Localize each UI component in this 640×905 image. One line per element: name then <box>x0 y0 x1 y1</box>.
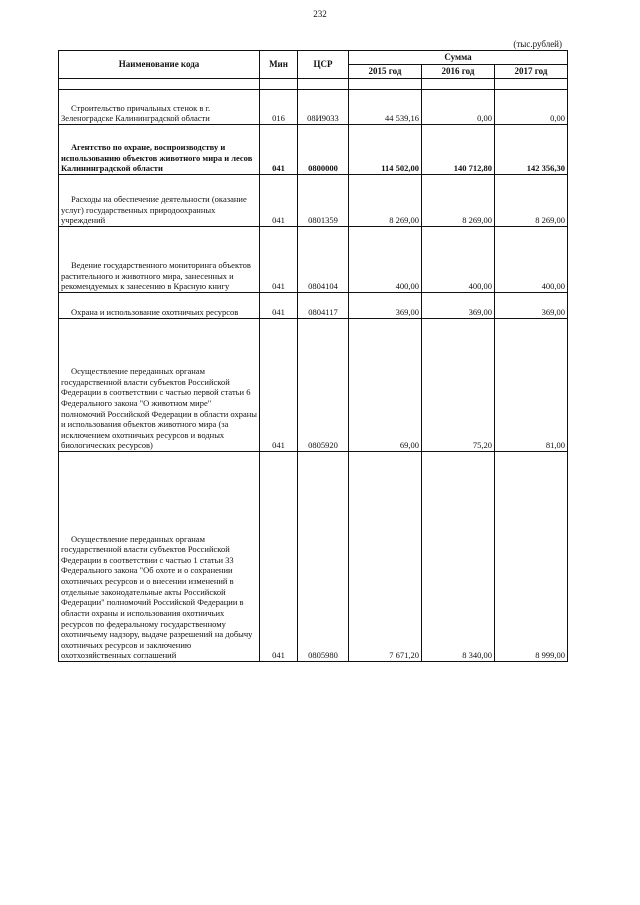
row-2016: 75,20 <box>422 319 495 452</box>
row-csr: 0801359 <box>298 175 349 227</box>
row-csr: 0800000 <box>298 125 349 175</box>
row-2016: 8 269,00 <box>422 175 495 227</box>
table-row <box>59 175 568 227</box>
row-min: 041 <box>260 125 298 175</box>
header-csr: ЦСР <box>298 51 349 79</box>
row-name: Расходы на обеспечение деятельности (оказание услуг) государственных природоохранных учреждений <box>61 194 247 226</box>
row-min: 041 <box>260 452 298 662</box>
row-2015: 114 502,00 <box>349 125 422 175</box>
row-name: Осуществление переданных органам государственной власти субъектов Российской Федерации в соответствии с частью первой статьи 6 Федерального закона "О животном мире" полномочий Российской Федерации в области охраны и использования объектов животного мира (за исключением охотничьих ресурсов и водных биологических ресурсов) <box>61 366 258 451</box>
row-2017: 369,00 <box>495 293 568 319</box>
header-2016: 2016 год <box>422 65 495 79</box>
spacer-row <box>59 79 568 90</box>
header-name: Наименование кода <box>59 51 260 79</box>
table-row <box>59 90 568 125</box>
row-2017: 8 269,00 <box>495 175 568 227</box>
row-csr: 0805920 <box>298 319 349 452</box>
budget-table <box>58 50 568 662</box>
header-2017: 2017 год <box>495 65 568 79</box>
row-name: Осуществление переданных органам государственной власти субъектов Российской Федерации в соответствии с частью 1 статьи 33 Федерального закона "Об охоте и о сохранении охотничьих ресурсов и о внесении изменений в отдельные законодательные акты Российской Федерации" полномочий Российской Федерации в области охраны и использования охотничьих ресурсов по федеральному государственному охотничьему надзору, выдаче разрешений на добычу охотничьих ресурсов и заключению охотхозяйственных соглашений <box>61 533 253 661</box>
row-2015: 44 539,16 <box>349 90 422 125</box>
table-row <box>59 319 568 452</box>
header-2015: 2015 год <box>349 65 422 79</box>
row-csr: 0804117 <box>298 293 349 319</box>
row-2016: 140 712,80 <box>422 125 495 175</box>
row-name: Ведение государственного мониторинга объектов растительного и животного мира, занесенных и рекомендуемых к занесению в Красную книгу <box>61 260 251 292</box>
row-csr: 08И9033 <box>298 90 349 125</box>
row-2017: 142 356,30 <box>495 125 568 175</box>
row-2016: 369,00 <box>422 293 495 319</box>
row-2017: 400,00 <box>495 227 568 293</box>
units-label: (тыс.рублей) <box>513 39 562 49</box>
row-2017: 8 999,00 <box>495 452 568 662</box>
table-row <box>59 452 568 662</box>
row-name: Охрана и использование охотничьих ресурсов <box>71 307 239 318</box>
page-number: 232 <box>313 9 327 19</box>
header-sum: Сумма <box>349 51 568 65</box>
row-min: 041 <box>260 227 298 293</box>
header-min: Мин <box>260 51 298 79</box>
table-row <box>59 125 568 175</box>
row-csr: 0804104 <box>298 227 349 293</box>
table-row <box>59 227 568 293</box>
row-min: 041 <box>260 175 298 227</box>
row-name: Агентство по охране, воспроизводству и использованию объектов животного мира и лесов Калининградской области <box>61 142 253 174</box>
row-2015: 8 269,00 <box>349 175 422 227</box>
row-name: Строительство причальных стенок в г. Зеленоградске Калининградской области <box>61 102 211 124</box>
row-min: 041 <box>260 293 298 319</box>
row-2015: 7 671,20 <box>349 452 422 662</box>
row-2016: 400,00 <box>422 227 495 293</box>
row-2015: 400,00 <box>349 227 422 293</box>
row-2016: 8 340,00 <box>422 452 495 662</box>
row-2015: 69,00 <box>349 319 422 452</box>
table-row <box>59 293 568 319</box>
row-2017: 0,00 <box>495 90 568 125</box>
row-2016: 0,00 <box>422 90 495 125</box>
row-csr: 0805980 <box>298 452 349 662</box>
row-min: 016 <box>260 90 298 125</box>
row-2017: 81,00 <box>495 319 568 452</box>
row-min: 041 <box>260 319 298 452</box>
row-2015: 369,00 <box>349 293 422 319</box>
